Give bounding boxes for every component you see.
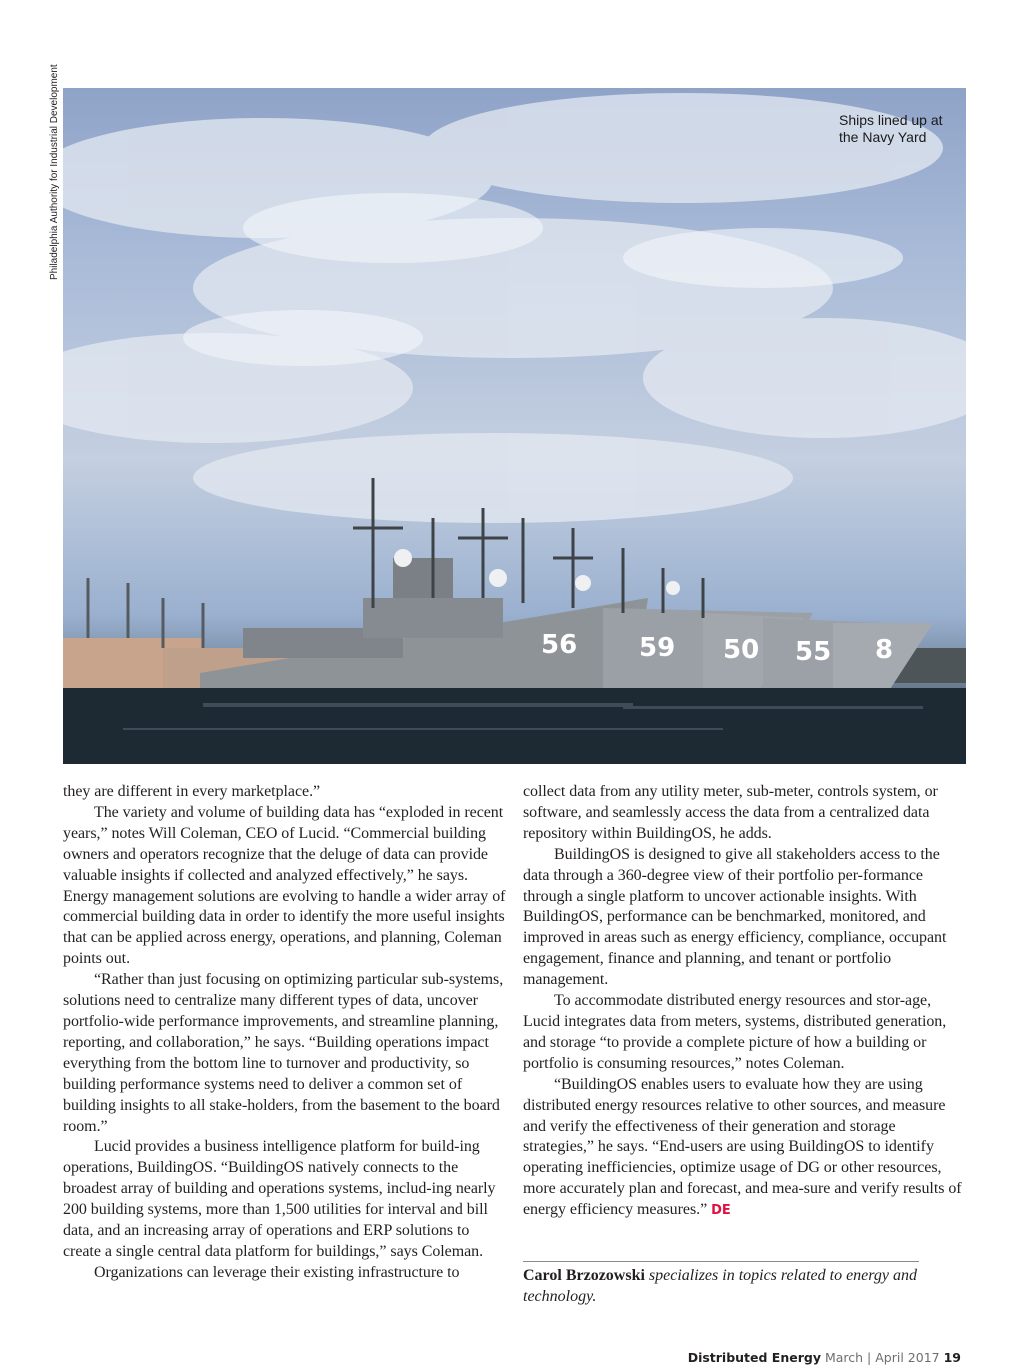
hull-number-55: 55 (795, 637, 832, 667)
photo-credit: Philadelphia Authority for Industrial Development (49, 64, 60, 280)
hull-number-8: 8 (875, 635, 894, 665)
hull-number-59: 59 (639, 633, 676, 663)
ships-illustration (63, 88, 966, 764)
article-right-column (523, 782, 968, 1222)
paragraph: “Rather than just focusing on optimizing particular sub-systems, solutions need to centralize many different types of data, uncover portfolio-wide performance improvements, and streamline planning, reporting, and collaboration,” he says. “Building operations impact everything from the bottom line to turnover and productivity, so building performance systems need to deliver a common set of building insights to all stake-holders, from the basement to the board room.” (63, 971, 504, 1135)
magazine-name: Distributed Energy (687, 1350, 821, 1365)
author-name: Carol Brzozowski (523, 1267, 645, 1284)
paragraph-text: “BuildingOS enables users to evaluate how they are using distributed energy resources relative to other sources, and measure and verify the effectiveness of their generation and storage strategies,” he says. “End-users are using BuildingOS to identify operating inefficiencies, optimize usage of DG or other resources, more accurately plan and forecast, and mea-sure and verify results of energy efficiency measures.” (523, 1075, 962, 1219)
paragraph: Lucid provides a business intelligence platform for build-ing operations, BuildingOS. “BuildingOS natively connects to the broadest array of building and operations systems, includ-ing nearly 200 building systems, more than 1,500 utilities for interval and bill data, and an increasing array of operations and ERP solutions to create a single central data platform for buildings,” says Coleman. (63, 1138, 496, 1260)
hull-number-50: 50 (723, 635, 760, 665)
navy-yard-photo (63, 88, 966, 764)
paragraph: The variety and volume of building data has “exploded in recent years,” notes Will Coleman, CEO of Lucid. “Commercial building owners and operators recognize that the deluge of data can provide valuable insights if collected and analyzed effectively,” he says. Energy management solutions are evolving to handle a wider array of commercial building data in order to identify the more useful insights that can be applied across energy, operations, and planning, Coleman points out. (63, 803, 506, 968)
paragraph: collect data from any utility meter, sub-meter, controls system, or software, and seamlessly access the data from a centralized data repository within BuildingOS, he adds. (523, 783, 938, 842)
end-mark: DE (711, 1203, 731, 1219)
article-left-column (63, 782, 508, 1284)
paragraph: BuildingOS is designed to give all stakeholders access to the data through a 360-degree view of their portfolio per-formance through a single platform to uncover actionable insights. With BuildingOS, performance can be benchmarked, monitored, and improved in areas such as energy efficiency, compliance, occupant engagement, finance and planning, and tenant or portfolio management. (523, 845, 947, 989)
issue-date: March | April 2017 (824, 1350, 940, 1365)
photo-caption: Ships lined up at the Navy Yard (839, 112, 943, 145)
paragraph: Organizations can leverage their existing infrastructure to (94, 1263, 460, 1281)
page-number: 19 (943, 1350, 961, 1365)
bio-divider (523, 1261, 919, 1262)
last-paragraph (523, 1075, 968, 1222)
author-bio (523, 1265, 943, 1307)
page-footer (688, 1350, 961, 1365)
paragraph: they are different in every marketplace.” (63, 783, 321, 800)
author-bio-text: specializes in topics related to energy and technology. (523, 1267, 918, 1305)
hull-number-56: 56 (541, 630, 578, 660)
paragraph: To accommodate distributed energy resources and stor-age, Lucid integrates data from meters, systems, distributed generation, and storage “to provide a complete picture of how a building or portfolio is consuming resources,” notes Coleman. (523, 992, 947, 1072)
